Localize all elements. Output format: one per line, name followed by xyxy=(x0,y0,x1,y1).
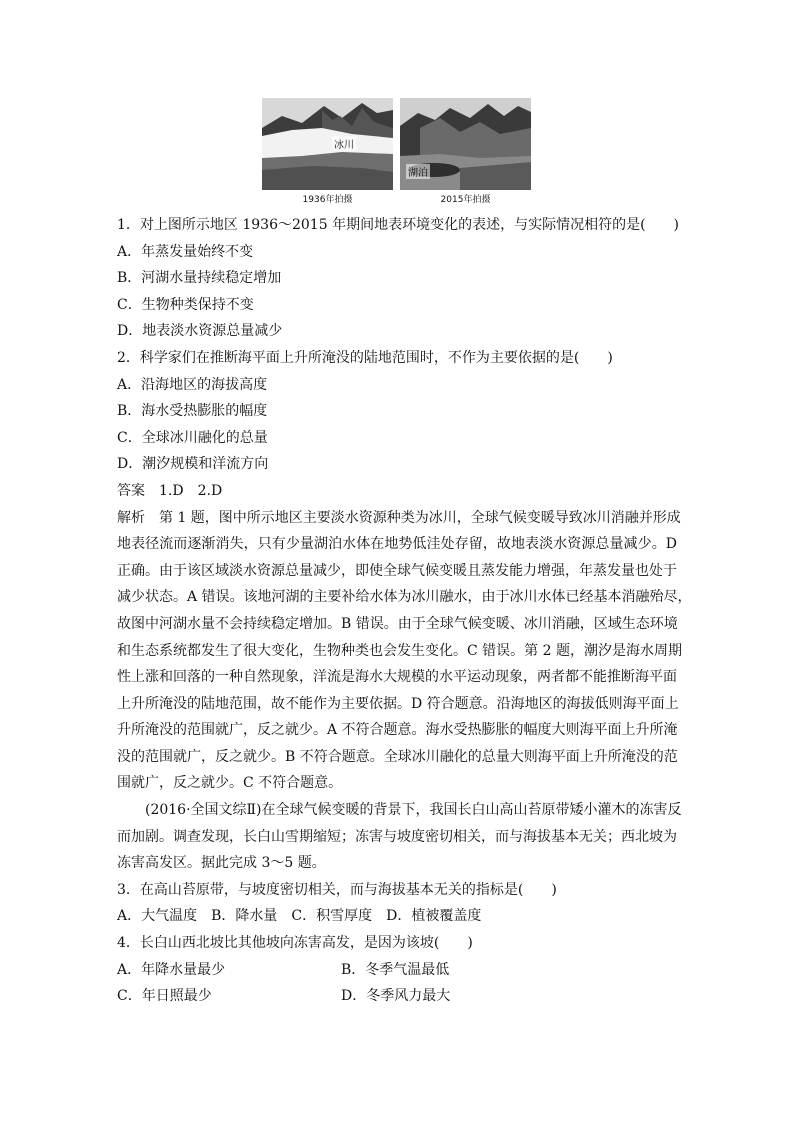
intro-line: (2016·全国文综Ⅱ)在全球气候变暖的背景下，我国长白山高山苔原带矮小灌木的冻害反 xyxy=(145,802,682,819)
analysis-line: 正确。由于该区域淡水资源总量减少，即使全球气候变暖且蒸发能力增强，年蒸发量也处于 xyxy=(117,562,677,579)
caption-2015: 2015年拍摄 xyxy=(440,195,491,205)
glacier-photo-1936 xyxy=(262,98,393,190)
q1-option-d: D．地表淡水资源总量减少 xyxy=(117,323,283,340)
q4-option-d: D．冬季风力最大 xyxy=(341,988,451,1005)
q4-option-b: B．冬季气温最低 xyxy=(341,961,450,978)
q2-option-d: D．潮汐规模和洋流方向 xyxy=(117,456,269,473)
q1-option-c: C．生物种类保持不变 xyxy=(117,296,254,313)
analysis-line: 地表径流而逐渐消失，只有少量湖泊水体在地势低洼处存留，故地表淡水资源总量减少。D xyxy=(117,536,677,553)
q4-option-c: C．年日照最少 xyxy=(117,988,212,1005)
lake-photo-2015 xyxy=(400,98,531,190)
question-content xyxy=(117,212,692,1010)
analysis-paragraph xyxy=(117,505,692,798)
q2-stem: 2．科学家们在推断海平面上升所淹没的陆地范围时，不作为主要依据的是( ) xyxy=(117,349,613,366)
analysis-line: 没的范围就广，反之就少。B 不符合题意。全球冰川融化的总量大则海平面上升所淹没的范 xyxy=(117,748,678,765)
intro-paragraph xyxy=(117,797,682,877)
q4-stem: 4．长白山西北坡比其他坡向冻害高发，是因为该坡( ) xyxy=(117,935,473,952)
analysis-line: 和生态系统都发生了很大变化，生物种类也会发生变化。C 错误。第 2 题，潮汐是海水周期 xyxy=(117,642,682,659)
q1-stem: 1．对上图所示地区 1936～2015 年期间地表环境变化的表述，与实际情况相符的是( ) xyxy=(117,217,679,233)
analysis-line: 性上涨和回落的一种自然现象，洋流是海水大规模的水平运动现象，两者都不能推断海平面 xyxy=(117,669,677,686)
q2-option-b: B．海水受热膨胀的幅度 xyxy=(117,403,268,420)
lake-label: 湖泊 xyxy=(406,164,430,179)
q1-option-a: A．年蒸发量始终不变 xyxy=(117,243,254,260)
q3-options: A．大气温度 B．降水量 C．积雪厚度 D．植被覆盖度 xyxy=(117,908,482,925)
q4-options-row-1 xyxy=(117,957,677,984)
glacier-label: 冰川 xyxy=(332,136,356,151)
answer-line: 答案 1.D 2.D xyxy=(117,482,223,499)
intro-line: 而加剧。调查发现，长白山雪期缩短；冻害与坡度密切相关，而与海拔基本无关；西北坡为 xyxy=(117,828,677,845)
comparison-figure xyxy=(262,98,538,206)
caption-1936: 1936年拍摄 xyxy=(302,195,353,205)
q2-option-c: C．全球冰川融化的总量 xyxy=(117,429,268,446)
q3-stem: 3．在高山苔原带，与坡度密切相关，而与海拔基本无关的指标是( ) xyxy=(117,881,557,898)
analysis-line: 围就广，反之就少。C 不符合题意。 xyxy=(117,775,343,792)
intro-line: 冻害高发区。据此完成 3～5 题。 xyxy=(117,855,326,872)
q4-option-a: A．年降水量最少 xyxy=(117,961,226,978)
q2-option-a: A．沿海地区的海拔高度 xyxy=(117,376,268,393)
q4-options-row-2 xyxy=(117,983,677,1010)
q1-option-b: B．河湖水量持续稳定增加 xyxy=(117,270,282,287)
analysis-line: 升所淹没的范围就广，反之就少。A 不符合题意。海水受热膨胀的幅度大则海平面上升所淹 xyxy=(117,722,678,739)
analysis-line: 解析 第 1 题，图中所示地区主要淡水资源种类为冰川，全球气候变暖导致冰川消融并形成 xyxy=(117,509,681,526)
analysis-line: 上升所淹没的陆地范围，故不能作为主要依据。D 符合题意。沿海地区的海拔低则海平面上 xyxy=(117,695,679,712)
analysis-line: 减少状态。A 错误。该地河湖的主要补给水体为冰川融水，由于冰川水体已经基本消融殆尽， xyxy=(117,589,692,606)
analysis-line: 故图中河湖水量不会持续稳定增加。B 错误。由于全球气候变暖、冰川消融，区域生态环境 xyxy=(117,615,678,632)
